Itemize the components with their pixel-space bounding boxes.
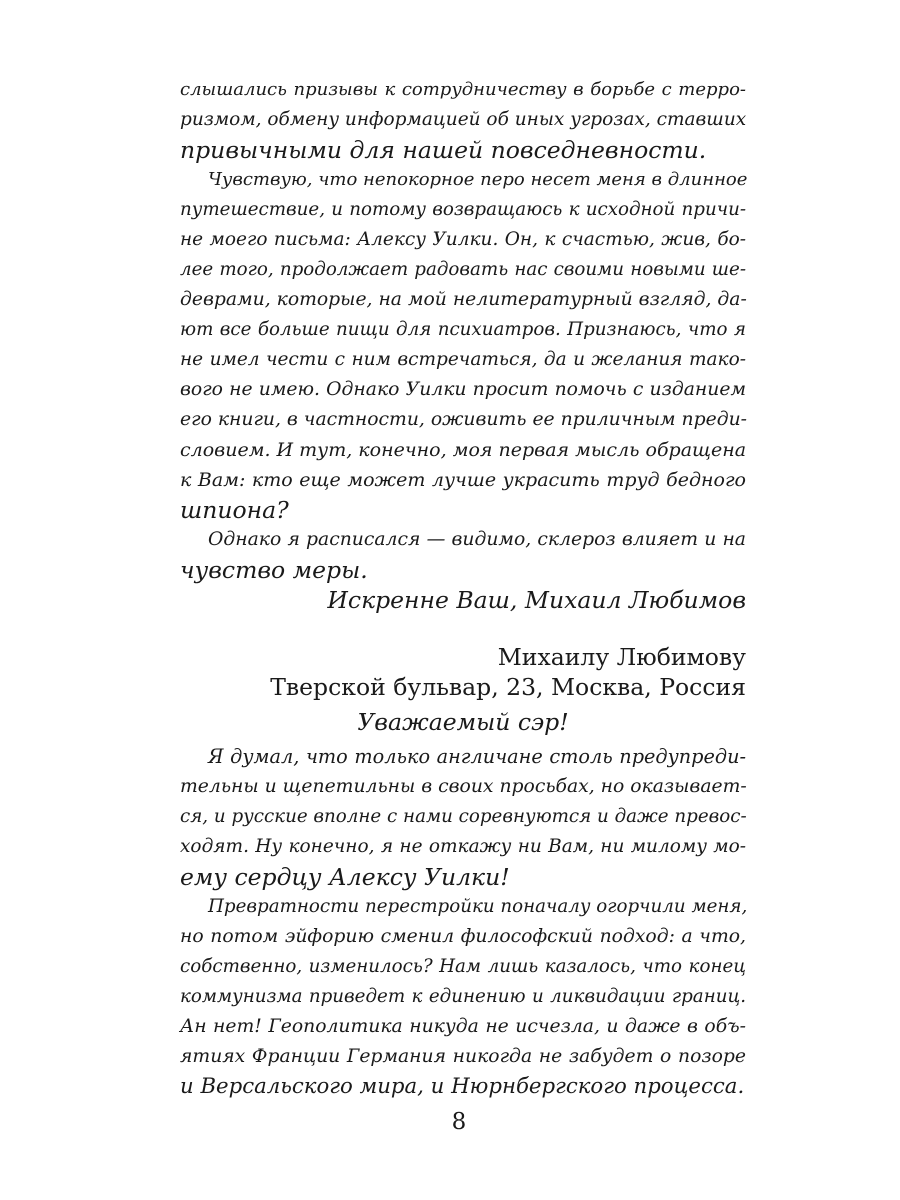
text-line: собственно, изменилось? Нам лишь казалось, что конец — [180, 956, 746, 977]
text-line: коммунизма приведет к единению и ликвидации границ. — [180, 986, 746, 1007]
text-line: привычными для нашей повседневности. — [180, 136, 707, 164]
text-line: Ан нет! Геополитика никуда не исчезла, и даже в объ- — [180, 1016, 746, 1037]
address-recipient: Михаилу Любимову — [497, 643, 746, 671]
text-line: вого не имею. Однако Уилки просит помочь с изданием — [180, 379, 746, 400]
text-line: тельны и щепетильны в своих просьбах, но оказывает- — [180, 776, 747, 797]
signature: Искренне Ваш, Михаил Любимов — [327, 586, 746, 614]
text-line: шпиона? — [180, 496, 289, 524]
text-line: Однако я расписался — видимо, склероз влияет и на — [208, 529, 746, 550]
text-line: ятиях Франции Германия никогда не забудет о позоре — [180, 1046, 746, 1067]
text-line: словием. И тут, конечно, моя первая мысль обращена — [180, 439, 747, 461]
text-line: не моего письма: Алексу Уилки. Он, к счастью, жив, бо- — [180, 229, 746, 250]
text-line: не имел чести с ним встречаться, да и желания тако- — [180, 349, 746, 370]
text-line: ходят. Ну конечно, я не откажу ни Вам, ни милому мо- — [180, 836, 746, 857]
text-line: слышались призывы к сотрудничеству в борьбе с терро- — [180, 79, 746, 100]
text-line: но потом эйфорию сменил философский подход: а что, — [180, 926, 746, 947]
text-line: ют все больше пищи для психиатров. Признаюсь, что я — [180, 319, 746, 340]
text-line: ся, и русские вполне с нами соревнуются и даже превос- — [180, 806, 747, 827]
text-line: Я думал, что только англичане столь предупреди- — [208, 745, 746, 768]
text-line: путешествие, и потому возвращаюсь к исходной причи- — [180, 199, 746, 220]
text-line: и Версальского мира, и Нюрнбергского процесса. — [180, 1074, 745, 1099]
text-line: лее того, продолжает радовать нас своими новыми ше- — [180, 259, 746, 280]
salutation: Уважаемый сэр! — [357, 708, 569, 736]
text-line: ризмом, обмену информацией об иных угрозах, ставших — [180, 109, 747, 130]
page-number: 8 — [451, 1109, 467, 1135]
text-line: чувство меры. — [180, 556, 368, 584]
text-line: к Вам: кто еще может лучше украсить труд бедного — [180, 469, 746, 491]
text-line: ему сердцу Алексу Уилки! — [180, 863, 510, 891]
text-line: его книги, в частности, оживить ее приличным преди- — [180, 409, 748, 430]
text-line: деврами, которые, на мой нелитературный взгляд, да- — [180, 289, 747, 310]
address-street: Тверской бульвар, 23, Москва, Россия — [270, 673, 746, 701]
text-line: Чувствую, что непокорное перо несет меня в длинное — [208, 169, 748, 190]
text-line: Превратности перестройки поначалу огорчили меня, — [208, 896, 748, 917]
